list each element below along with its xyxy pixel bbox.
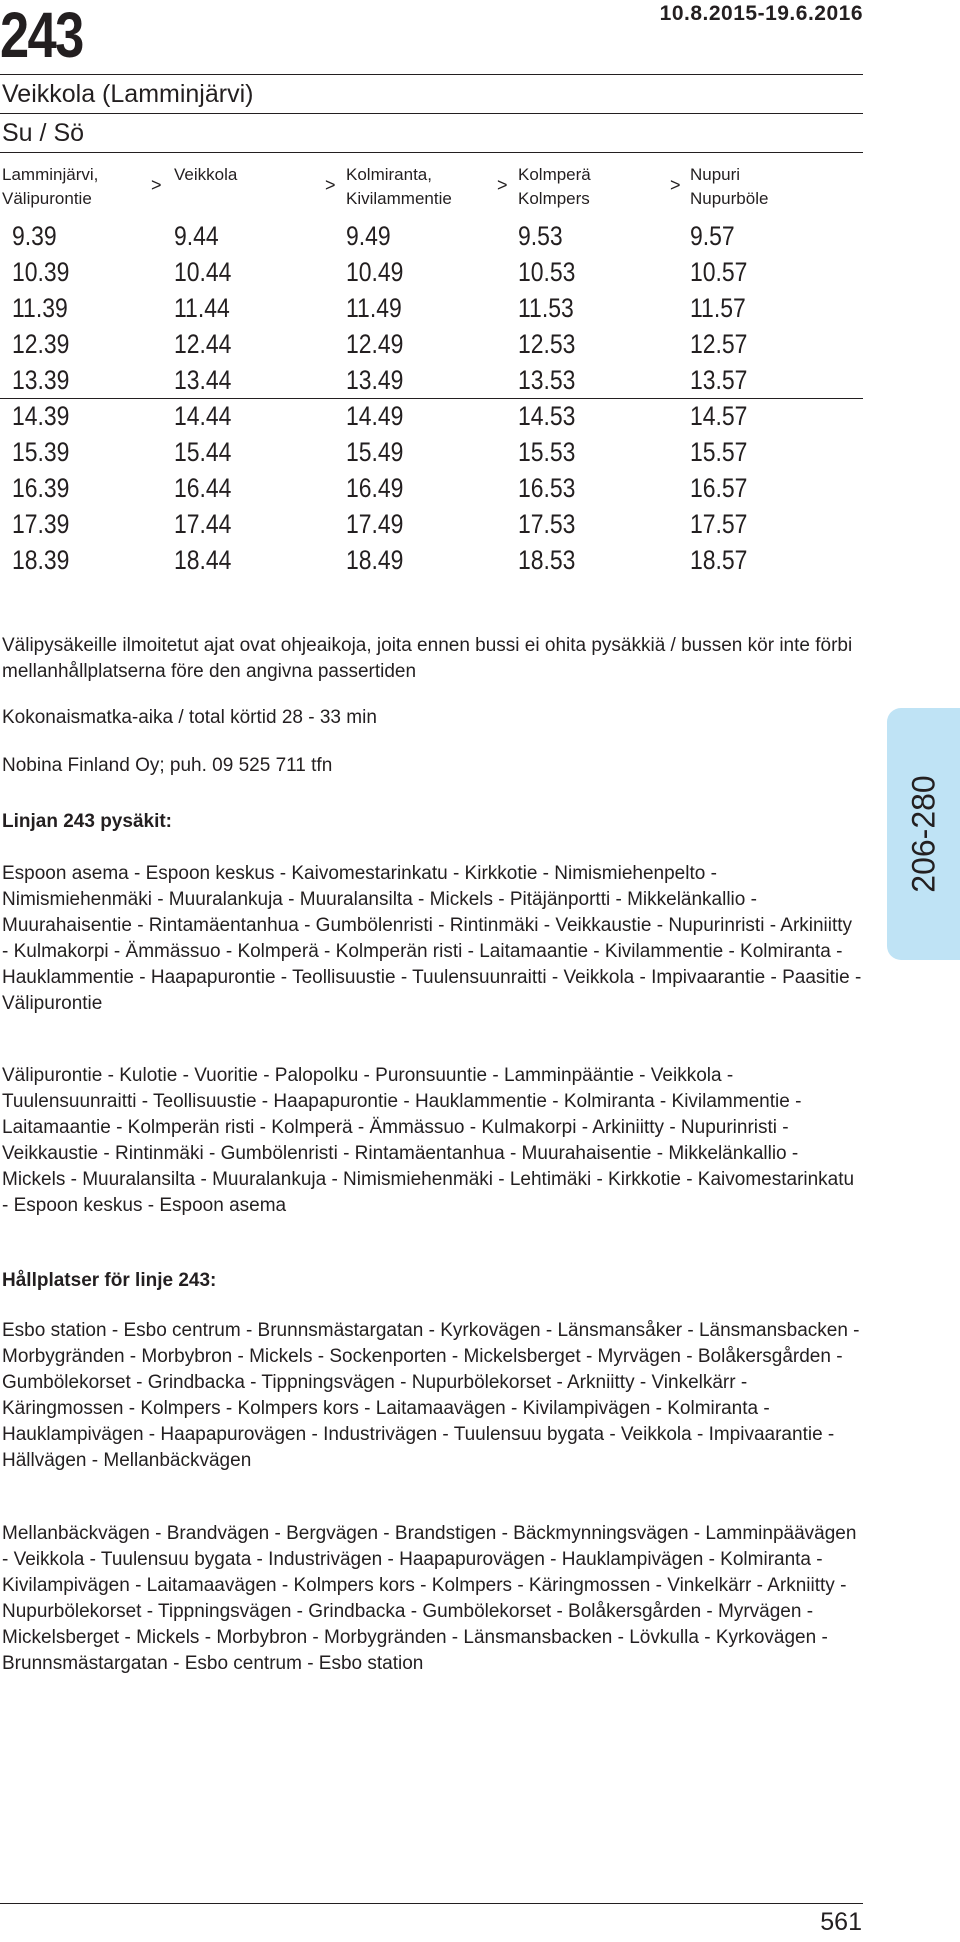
route-name: Veikkola (Lamminjärvi) [2,80,254,108]
departure-time: 14.49 [346,401,404,431]
departure-time: 14.57 [690,401,748,431]
departure-time: 15.57 [690,437,748,467]
page-number: 561 [820,1908,862,1936]
departure-time: 15.44 [174,437,232,467]
footer-rule [0,1903,863,1904]
stop-header [690,163,768,211]
departure-time: 9.49 [346,221,391,251]
departure-time: 9.44 [174,221,219,251]
departure-time: 13.53 [518,365,576,395]
departure-time: 15.39 [12,437,70,467]
departure-time: 12.49 [346,329,404,359]
departure-time: 18.57 [690,545,748,575]
stop-name: Lamminjärvi, [2,165,99,184]
direction-arrow-icon: > [497,175,508,195]
departure-time: 15.53 [518,437,576,467]
stop-name-sv: Välipurontie [2,189,92,208]
stop-name-sv: Kivilammentie [346,189,452,208]
departure-time: 11.39 [12,293,68,323]
header-rule [0,74,863,75]
timetable-divider [0,398,863,399]
departure-time: 16.53 [518,473,576,503]
stop-name-sv: Kolmpers [518,189,590,208]
departure-time: 13.49 [346,365,404,395]
departure-time: 18.44 [174,545,232,575]
departure-time: 17.53 [518,509,576,539]
departure-time: 17.44 [174,509,232,539]
stop-header [518,163,591,211]
departure-time: 15.49 [346,437,404,467]
departure-time: 13.57 [690,365,748,395]
stop-name: Kolmperä [518,165,591,184]
departure-time: 10.44 [174,257,232,287]
stop-name: Kolmiranta, [346,165,432,184]
route-number: 243 [0,0,83,71]
departure-time: 9.57 [690,221,735,251]
service-day-sv: Sö [53,119,85,147]
day-rule [0,152,863,153]
stop-name: Veikkola [174,165,238,184]
departure-time: 11.57 [690,293,746,323]
departure-time: 16.57 [690,473,748,503]
departure-time: 18.53 [518,545,576,575]
departure-time: 14.44 [174,401,232,431]
stop-header [346,163,452,211]
stop-name-sv: Nupurböle [690,189,769,208]
service-day [2,119,84,148]
stop-header [2,163,98,211]
departure-time: 17.39 [12,509,70,539]
stops-heading-fi: Linjan 243 pysäkit: [2,811,173,832]
departure-time: 10.53 [518,257,576,287]
departure-time: 17.57 [690,509,748,539]
operator-info: Nobina Finland Oy; puh. 09 525 711 tfn [2,755,333,776]
departure-time: 11.49 [346,293,402,323]
departure-time: 12.44 [174,329,232,359]
timing-note: Välipysäkeille ilmoitetut ajat ovat ohjeaikoja, joita ennen bussi ei ohita pysäkkiä / bussen kör inte förbi mellanhållplatserna före den angivna passertiden [2,635,853,682]
departure-time: 17.49 [346,509,404,539]
departure-time: 11.53 [518,293,574,323]
stop-header [174,163,237,187]
departure-time: 12.53 [518,329,576,359]
route-name-rule [0,113,863,114]
service-day-separator: / [32,119,54,147]
direction-arrow-icon: > [325,175,336,195]
validity-period: 10.8.2015-19.6.2016 [659,2,863,25]
departure-time: 18.39 [12,545,70,575]
departure-time: 10.57 [690,257,748,287]
departure-time: 10.49 [346,257,404,287]
departure-time: 16.39 [12,473,70,503]
departure-time: 9.39 [12,221,57,251]
departure-time: 11.44 [174,293,230,323]
line-range-tab [887,708,960,960]
departure-time: 13.44 [174,365,232,395]
departure-time: 14.53 [518,401,576,431]
stops-list-sv-inbound: Mellanbäckvägen - Brandvägen - Bergvägen - Brandstigen - Bäckmynningsvägen - Lamminpäävägen - Veikkola - Tuulensuu bygata - Industrivägen - Haapapurovägen - Hauklampivägen - Kolmiranta - Kivilampivägen - Laitamaavägen - Kolmpers kors - Kolmpers - Käringmossen - Vinkelkärr - Arkniitty - Nupurbölekorset - Tippningsvägen - Grindbacka - Gumbölekorset - Bolåkersgården - Myrvägen - Mickelsberget - Mickels - Morbybron - Morbygränden - Länsmansbacken - Lövkulla - Kyrkovägen - Brunnsmästargatan - Esbo centrum - Esbo station [2,1523,857,1674]
departure-time: 18.49 [346,545,404,575]
departure-time: 13.39 [12,365,70,395]
stops-list-sv-outbound: Esbo station - Esbo centrum - Brunnsmästargatan - Kyrkovägen - Länsmansåker - Länsmansbacken - Morbygränden - Morbybron - Mickels - Sockenporten - Mickelsberget - Myrvägen - Bolåkersgården - Gumbölekorset - Grindbacka - Tippningsvägen - Nupurbölekorset - Arkniitty - Vinkelkärr - Käringmossen - Kolmpers - Kolmpers kors - Laitamaavägen - Kivilampivägen - Kolmiranta - Hauklampivägen - Haapapurovägen - Industrivägen - Tuulensuu bygata - Veikkola - Impivaarantie - Hällvägen - Mellanbäckvägen [2,1320,860,1471]
stops-heading-sv: Hållplatser för linje 243: [2,1270,217,1291]
departure-time: 9.53 [518,221,563,251]
total-travel-time: Kokonaismatka-aika / total körtid 28 - 33 min [2,707,377,728]
service-day-fi: Su [2,119,33,147]
departure-time: 12.39 [12,329,70,359]
departure-time: 16.49 [346,473,404,503]
departure-time: 16.44 [174,473,232,503]
stop-name: Nupuri [690,165,741,184]
departure-time: 10.39 [12,257,70,287]
departure-time: 12.57 [690,329,748,359]
stops-list-fi-inbound: Välipurontie - Kulotie - Vuoritie - Palopolku - Puronsuuntie - Lamminpääntie - Veikkola - Tuulensuunraitti - Teollisuustie - Haapapurontie - Hauklammentie - Kolmiranta - Kivilammentie - Laitamaantie - Kolmperän risti - Kolmperä - Ämmässuo - Kulmakorpi - Arkiniitty - Nupurinristi - Veikkaustie - Rintinmäki - Gumbölenristi - Rintamäentanhua - Muurahaisentie - Mikkelänkallio - Mickels - Muuralansilta - Muuralankuja - Nimismiehenmäki - Lehtimäki - Kirkkotie - Kaivomestarinkatu - Espoon keskus - Espoon asema [2,1065,855,1216]
stops-list-fi-outbound: Espoon asema - Espoon keskus - Kaivomestarinkatu - Kirkkotie - Nimismiehenpelto - Nimismiehenmäki - Muuralankuja - Muuralansilta - Mickels - Pitäjänportti - Mikkelänkallio - Muurahaisentie - Rintamäentanhua - Gumbölenristi - Rintinmäki - Veikkaustie - Nupurinristi - Arkiniitty - Kulmakorpi - Ämmässuo - Kolmperä - Kolmperän risti - Laitamaantie - Kivilammentie - Kolmiranta - Hauklammentie - Haapapurontie - Teollisuustie - Tuulensuunraitti - Veikkola - Impivaarantie - Paasitie - Välipurontie [2,863,862,1014]
direction-arrow-icon: > [670,175,681,195]
direction-arrow-icon: > [151,175,162,195]
line-range-label: 206-280 [905,775,941,893]
departure-time: 14.39 [12,401,70,431]
